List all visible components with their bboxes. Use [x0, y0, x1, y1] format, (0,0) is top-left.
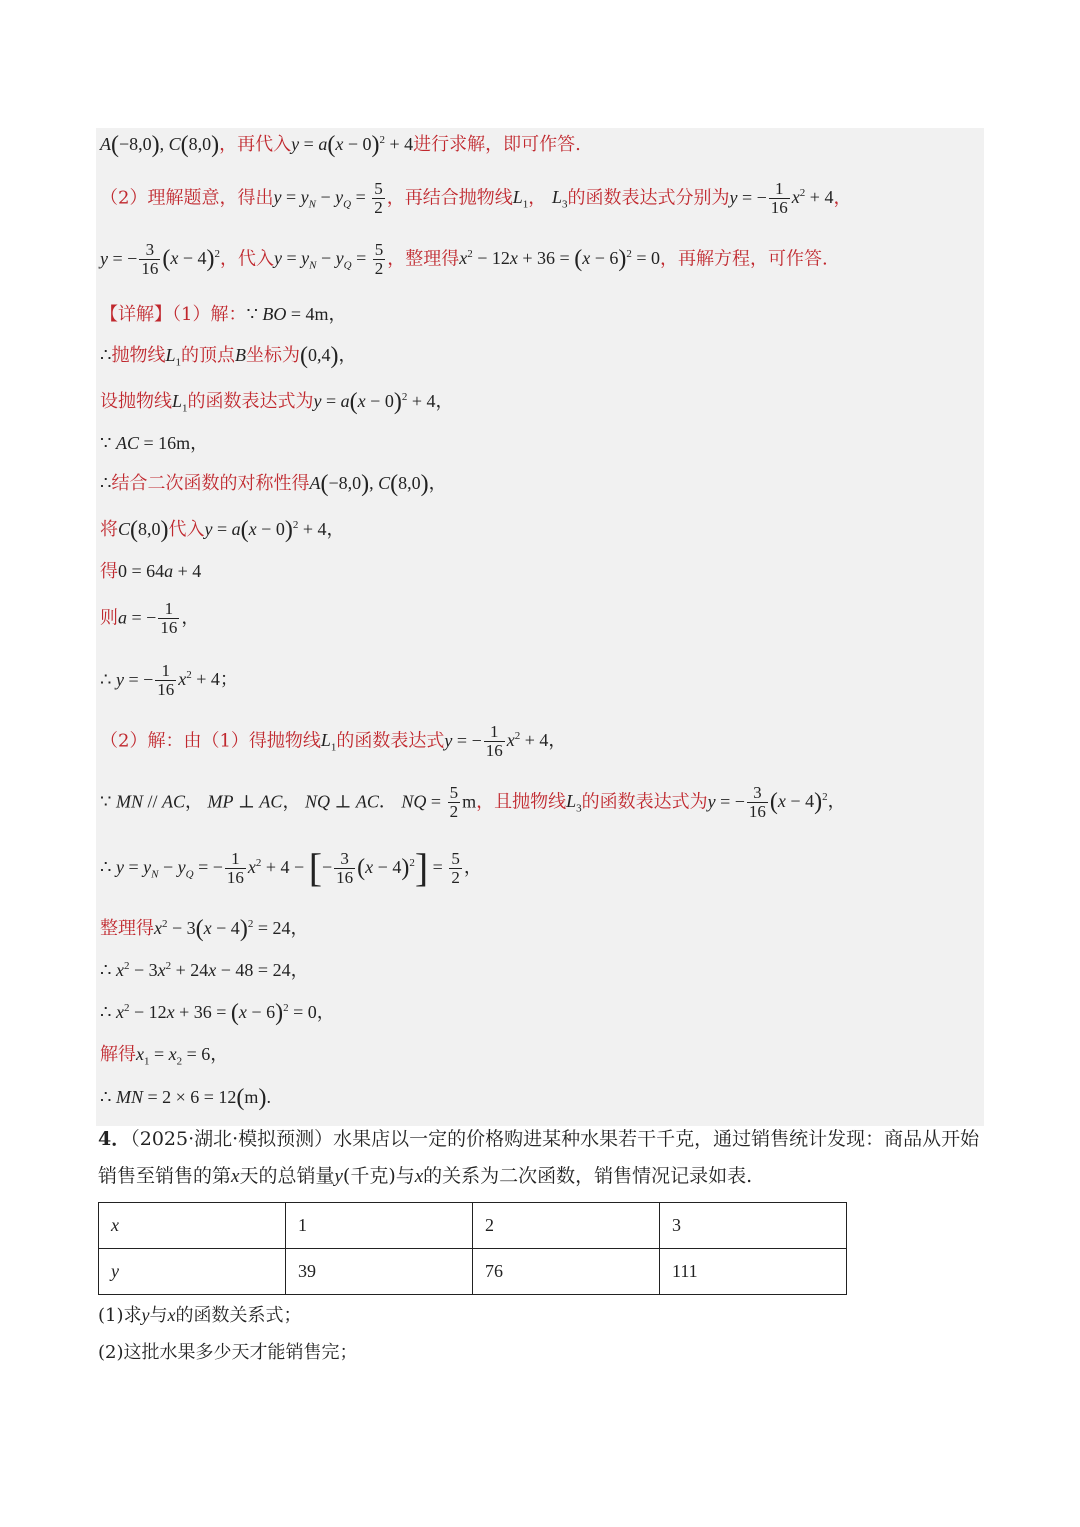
- solution-line: ∴ $y = y_N - y_Q$ = − $\frac{1}{16}$ $x^2 + 4$ − [− $\frac{3}{16}$ $(x - 4)^2$] = $\frac{5}{2}$ ，: [100, 845, 482, 890]
- question-4-stem-line2: 销售至销售的第x天的总销量y(千克)与x的关系为二次函数，销售情况记录如表.: [98, 1165, 753, 1187]
- question-4-stem: 4．（2025·湖北·模拟预测）水果店以一定的价格购进某种水果若干千克，通过销售统计发现：商品从开始: [98, 1128, 980, 1150]
- solution-line: A(−8,0), C(8,0)，再代入$y = a(x - 0)^2 + 4$进行求解，即可作答.: [100, 132, 581, 158]
- solution-line: 得0 = 64a + 4: [100, 561, 202, 582]
- table-cell: 39: [286, 1249, 473, 1295]
- solution-line: 则a = − $\frac{1}{16}$ ，: [100, 599, 200, 637]
- solution-line: （2）解：由（1）得抛物线$L_1$的函数表达式y = − $\frac{1}{16}$ $x^2 + 4$，: [100, 722, 567, 760]
- table-cell: 2: [473, 1203, 660, 1249]
- table-cell: x: [99, 1203, 286, 1249]
- solution-line: （2）理解题意，得出$y = y_N - y_Q$ = $\frac{5}{2}$ ，再结合抛物线$L_1$， $L_3$的函数表达式分别为y = − $\frac{1}{16}$ $x^2 + 4$，: [100, 179, 852, 217]
- solution-line: ∴结合二次函数的对称性得A(−8,0), C(8,0)，: [100, 471, 447, 497]
- sub-question-2: (2)这批水果多少天才能销售完；: [98, 1342, 358, 1363]
- solution-line: ∴ $x^2 - 3x^2 + 24x - 48 = 24$，: [100, 960, 309, 980]
- solution-line: 将C(8,0)代入$y = a(x - 0)^2 + 4$，: [100, 517, 345, 543]
- solution-line: 解得$x_1 = x_2 = 6$，: [100, 1044, 229, 1068]
- table-row: [99, 1203, 847, 1249]
- sales-table: [98, 1202, 847, 1295]
- table-cell: 111: [660, 1249, 847, 1295]
- table-cell: 76: [473, 1249, 660, 1295]
- solution-line: ∵ MN // AC， MP ⊥ AC， NQ ⊥ AC． NQ = $\frac{5}{2}$ m，且抛物线$L_3$的函数表达式为y = − $\frac{3}{16}$ $(x - 4)^2$，: [100, 783, 846, 821]
- table-cell: 1: [286, 1203, 473, 1249]
- sub-question-1: (1)求y与x的函数关系式；: [98, 1305, 302, 1326]
- solution-line: ∵ AC = 16m，: [100, 433, 209, 453]
- table-cell: 3: [660, 1203, 847, 1249]
- solution-line: 【详解】（1）解：∵ BO = 4m，: [100, 304, 347, 325]
- solution-line: 设抛物线$L_1$的函数表达式为$y = a(x - 0)^2 + 4$，: [100, 389, 454, 415]
- solution-line: ∴抛物线$L_1$的顶点B坐标为(0,4)，: [100, 343, 357, 369]
- solution-line: ∴ $x^2 - 12x + 36 = (x - 6)^2 = 0$，: [100, 1000, 335, 1026]
- table-row: [99, 1249, 847, 1295]
- solution-line: y = − $\frac{3}{16}$ $(x - 4)^2$，代入$y = y_N - y_Q$ = $\frac{5}{2}$ ，整理得$x^2 - 12x + 36 = (x - 6)^2 = 0$，再解方程，可作答.: [100, 240, 828, 278]
- solution-line: 整理得$x^2 - 3(x - 4)^2 = 24$，: [100, 916, 309, 942]
- solution-line: ∴ MN = 2 × 6 = 12(m).: [100, 1085, 271, 1111]
- table-cell: y: [99, 1249, 286, 1295]
- solution-line: ∴ y = − $\frac{1}{16}$ $x^2 + 4$；: [100, 661, 238, 699]
